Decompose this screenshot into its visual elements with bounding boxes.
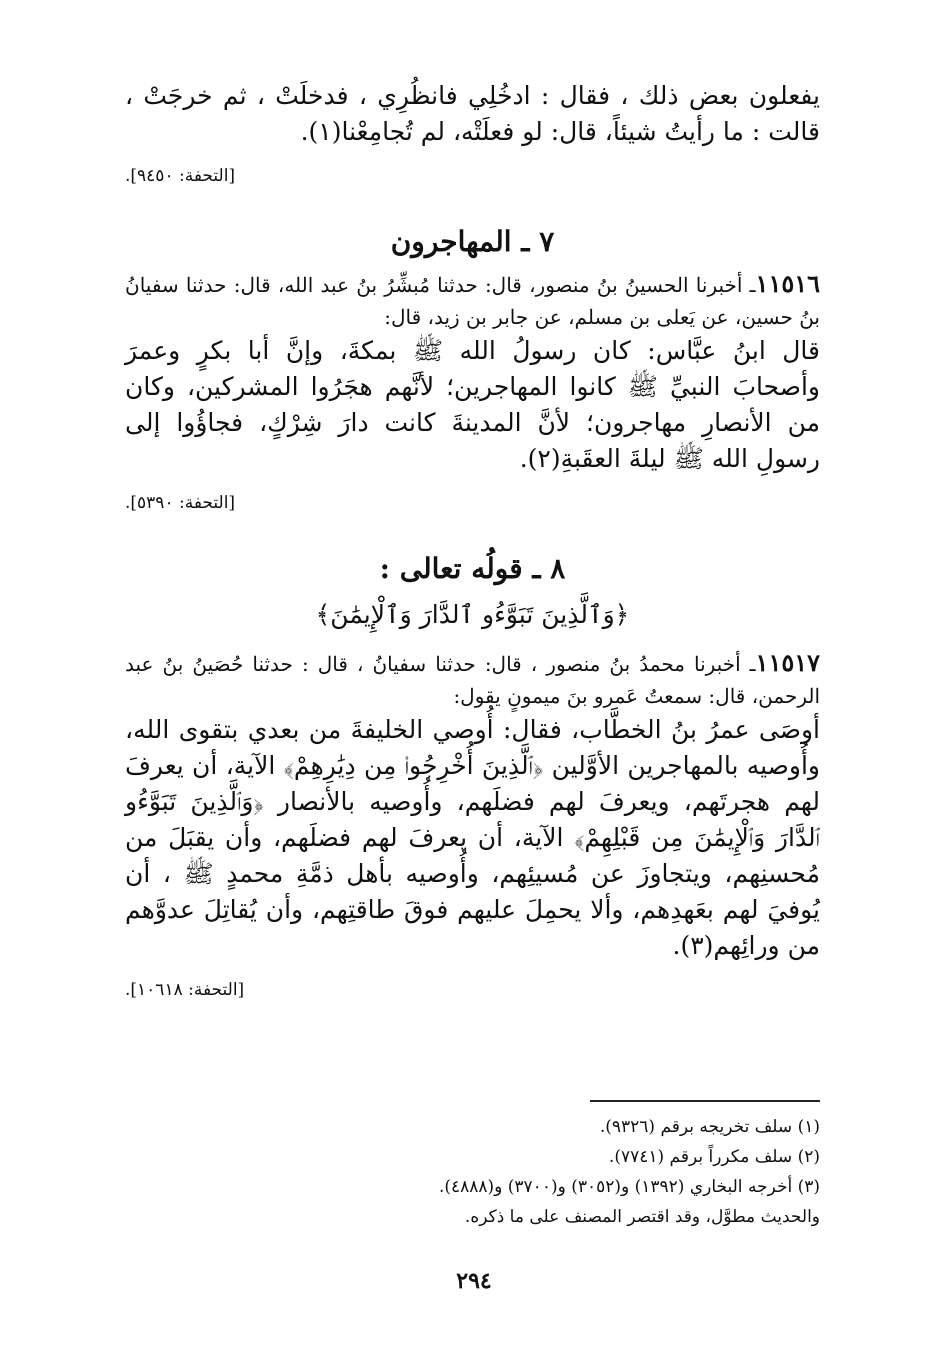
hadith-isnad <box>125 647 820 712</box>
isnad-text: ـ أخبرنا محمدُ بنُ منصور ، قال: حدثنا سفيانُ ، قال : حدثنا حُصَينُ بنُ عبد الرحمن، قال: سمعتُ عَمرو بنَ ميمونٍ يقول: <box>125 652 820 708</box>
hadith-matn: أوصَى عمرُ بنُ الخطَّاب، فقال: أُوصي الخليفةَ من بعدي بتقوى الله، وأُوصيه بالمهاجرين الأوَّلين ﴿ٱلَّذِينَ أُخْرِجُوا۟ مِن دِيَٰرِهِمْ﴾ الآية، أن يعرفَ لهم هجرتَهم، ويعرفَ لهم فضلَهم، وأُوصيه بالأنصار ﴿وَٱلَّذِينَ تَبَوَّءُو ٱلدَّارَ وَٱلْإِيمَٰنَ مِن قَبْلِهِمْ﴾ الآية، أن يعرفَ لهم فضلَهم، وأن يقبَلَ من مُحسنِهم، ويتجاوزَ عن مُسيئِهم، وأُوصيه بأهل ذمَّةِ محمدٍ ﷺ ، أن يُوفيَ لهم بعَهدِهم، وألا يحمِلَ عليهم فوقَ طاقتِهم، وأن يُقاتِلَ عدوَّهم من ورائِهم(٣). <box>125 715 820 960</box>
footnote: (٢) سلف مكرراً برقم (٧٧٤١). <box>608 1147 820 1167</box>
hadith-matn: قال ابنُ عبَّاس: كان رسولُ الله ﷺ بمكةَ، وإنَّ أبا بكرٍ وعمرَ وأصحابَ النبيِّ ﷺ كانوا المهاجرين؛ لأنَّهم هجَرُوا المشركين، وكان من الأنصارِ مهاجرون؛ لأنَّ المدينةَ كانت دارَ شِرْكٍ، فجاؤُوا إلى رسولِ الله ﷺ ليلةَ العقَبةِ(٢). <box>125 336 820 473</box>
hadith-number: ١١٥١٦ <box>755 269 820 298</box>
footnote: والحديث مطوَّل، وقد اقتصر المصنف على ما ذكره. <box>464 1207 820 1227</box>
tuhfa-reference: [التحفة: ٩٤٥٠]. <box>125 166 236 186</box>
quran-ayah: ﴿وَٱلَّذِينَ تَبَوَّءُو ٱلدَّارَ وَٱلْإِيمَٰنَ﴾ <box>315 600 630 629</box>
section-8 <box>125 549 820 1002</box>
footnote: (١) سلف تخريجه برقم (٩٣٢٦). <box>599 1117 820 1137</box>
footnote-divider <box>590 1100 820 1102</box>
isnad-text: ـ أخبرنا الحسينُ بنُ منصور، قال: حدثنا مُبشِّرُ بنُ عبد الله، قال: حدثنا سفيانُ بنُ حسين، عن يَعلى بن مسلم، عن جابر بن زيد، قال: <box>125 273 820 329</box>
hadith-number: ١١٥١٧ <box>755 648 820 677</box>
footnote: (٣) أخرجه البخاري (١٣٩٢) و(٣٠٥٢) و(٣٧٠٠) و(٤٨٨٨). <box>438 1177 820 1197</box>
continuation-block <box>125 78 820 188</box>
section-heading: ٧ ـ المهاجرون <box>390 225 555 258</box>
hadith-isnad <box>125 268 820 333</box>
page-number: ٢٩٤ <box>456 1268 492 1294</box>
section-heading: ٨ ـ قولُه تعالى : <box>379 552 566 585</box>
footnotes <box>125 1100 820 1232</box>
continuation-text: يفعلون بعض ذلك ، فقال : ادخُلِي فانظُرِي ، فدخلَتْ ، ثم خرجَتْ ، قالت : ما رأيتُ شيئاً، قال: لو فعلَتْه، لم تُجامِعْنا(١). <box>125 81 820 146</box>
tuhfa-reference: [التحفة: ٥٣٩٠]. <box>125 493 236 513</box>
section-7 <box>125 222 820 515</box>
page-body <box>125 78 820 1002</box>
tuhfa-reference: [التحفة: ١٠٦١٨]. <box>125 980 245 1000</box>
